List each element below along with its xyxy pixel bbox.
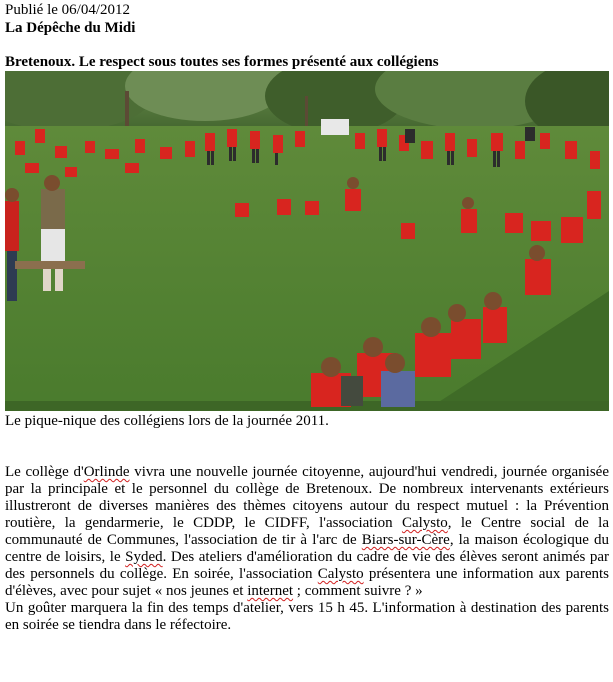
publication-date: Publié le 06/04/2012 <box>5 2 130 18</box>
spellcheck-word: Calysto <box>401 515 448 531</box>
spellcheck-word: Calysto <box>317 566 364 582</box>
article-photo <box>5 71 609 411</box>
article-paragraph-1 <box>5 464 609 600</box>
text-run: , le Centre social de la communauté de Communes, l'association de tir à l'arc de <box>5 515 610 548</box>
spellcheck-word: Orlinde <box>83 464 130 480</box>
text-run: , la maison écologique du centre de loisirs, le <box>5 532 609 565</box>
article-paragraph-2: Un goûter marquera la fin des temps d'atelier, vers 15 h 45. L'information à destination des parents en soirée se tiendra dans le réfectoire. <box>5 600 609 633</box>
article-body <box>5 464 609 634</box>
spellcheck-word: Syded <box>125 549 163 565</box>
picnic-photo-illustration <box>5 71 609 411</box>
text-run: vivra une nouvelle journée citoyenne, aujourd'hui vendredi, journée organisée par la principale et le personnel du collège de Bretenoux. De nombreux intervenants extérieurs illustreront de diverses manières des thèmes citoyens autour du respect mutuel : la Prévention routière, la gendarmerie, le CDDP, le CIDFF, l'association <box>5 464 609 531</box>
spellcheck-word: Biars-sur-Cère <box>361 532 450 548</box>
text-run: . Des ateliers d'amélioration du cadre de vie des élèves seront animés par des personnels du collège. En soirée, l'association <box>5 549 609 582</box>
newspaper-name: La Dépêche du Midi <box>5 20 136 36</box>
text-run: présentera une information aux parents d'élèves, avec pour sujet « nos jeunes et <box>5 566 609 599</box>
article-headline: Bretenoux. Le respect sous toutes ses formes présenté aux collégiens <box>5 54 439 70</box>
text-run: ; comment suivre ? » <box>293 583 423 599</box>
photo-caption: Le pique-nique des collégiens lors de la journée 2011. <box>5 413 329 429</box>
text-run: Le collège d' <box>5 464 84 480</box>
spellcheck-word: internet <box>247 583 294 599</box>
